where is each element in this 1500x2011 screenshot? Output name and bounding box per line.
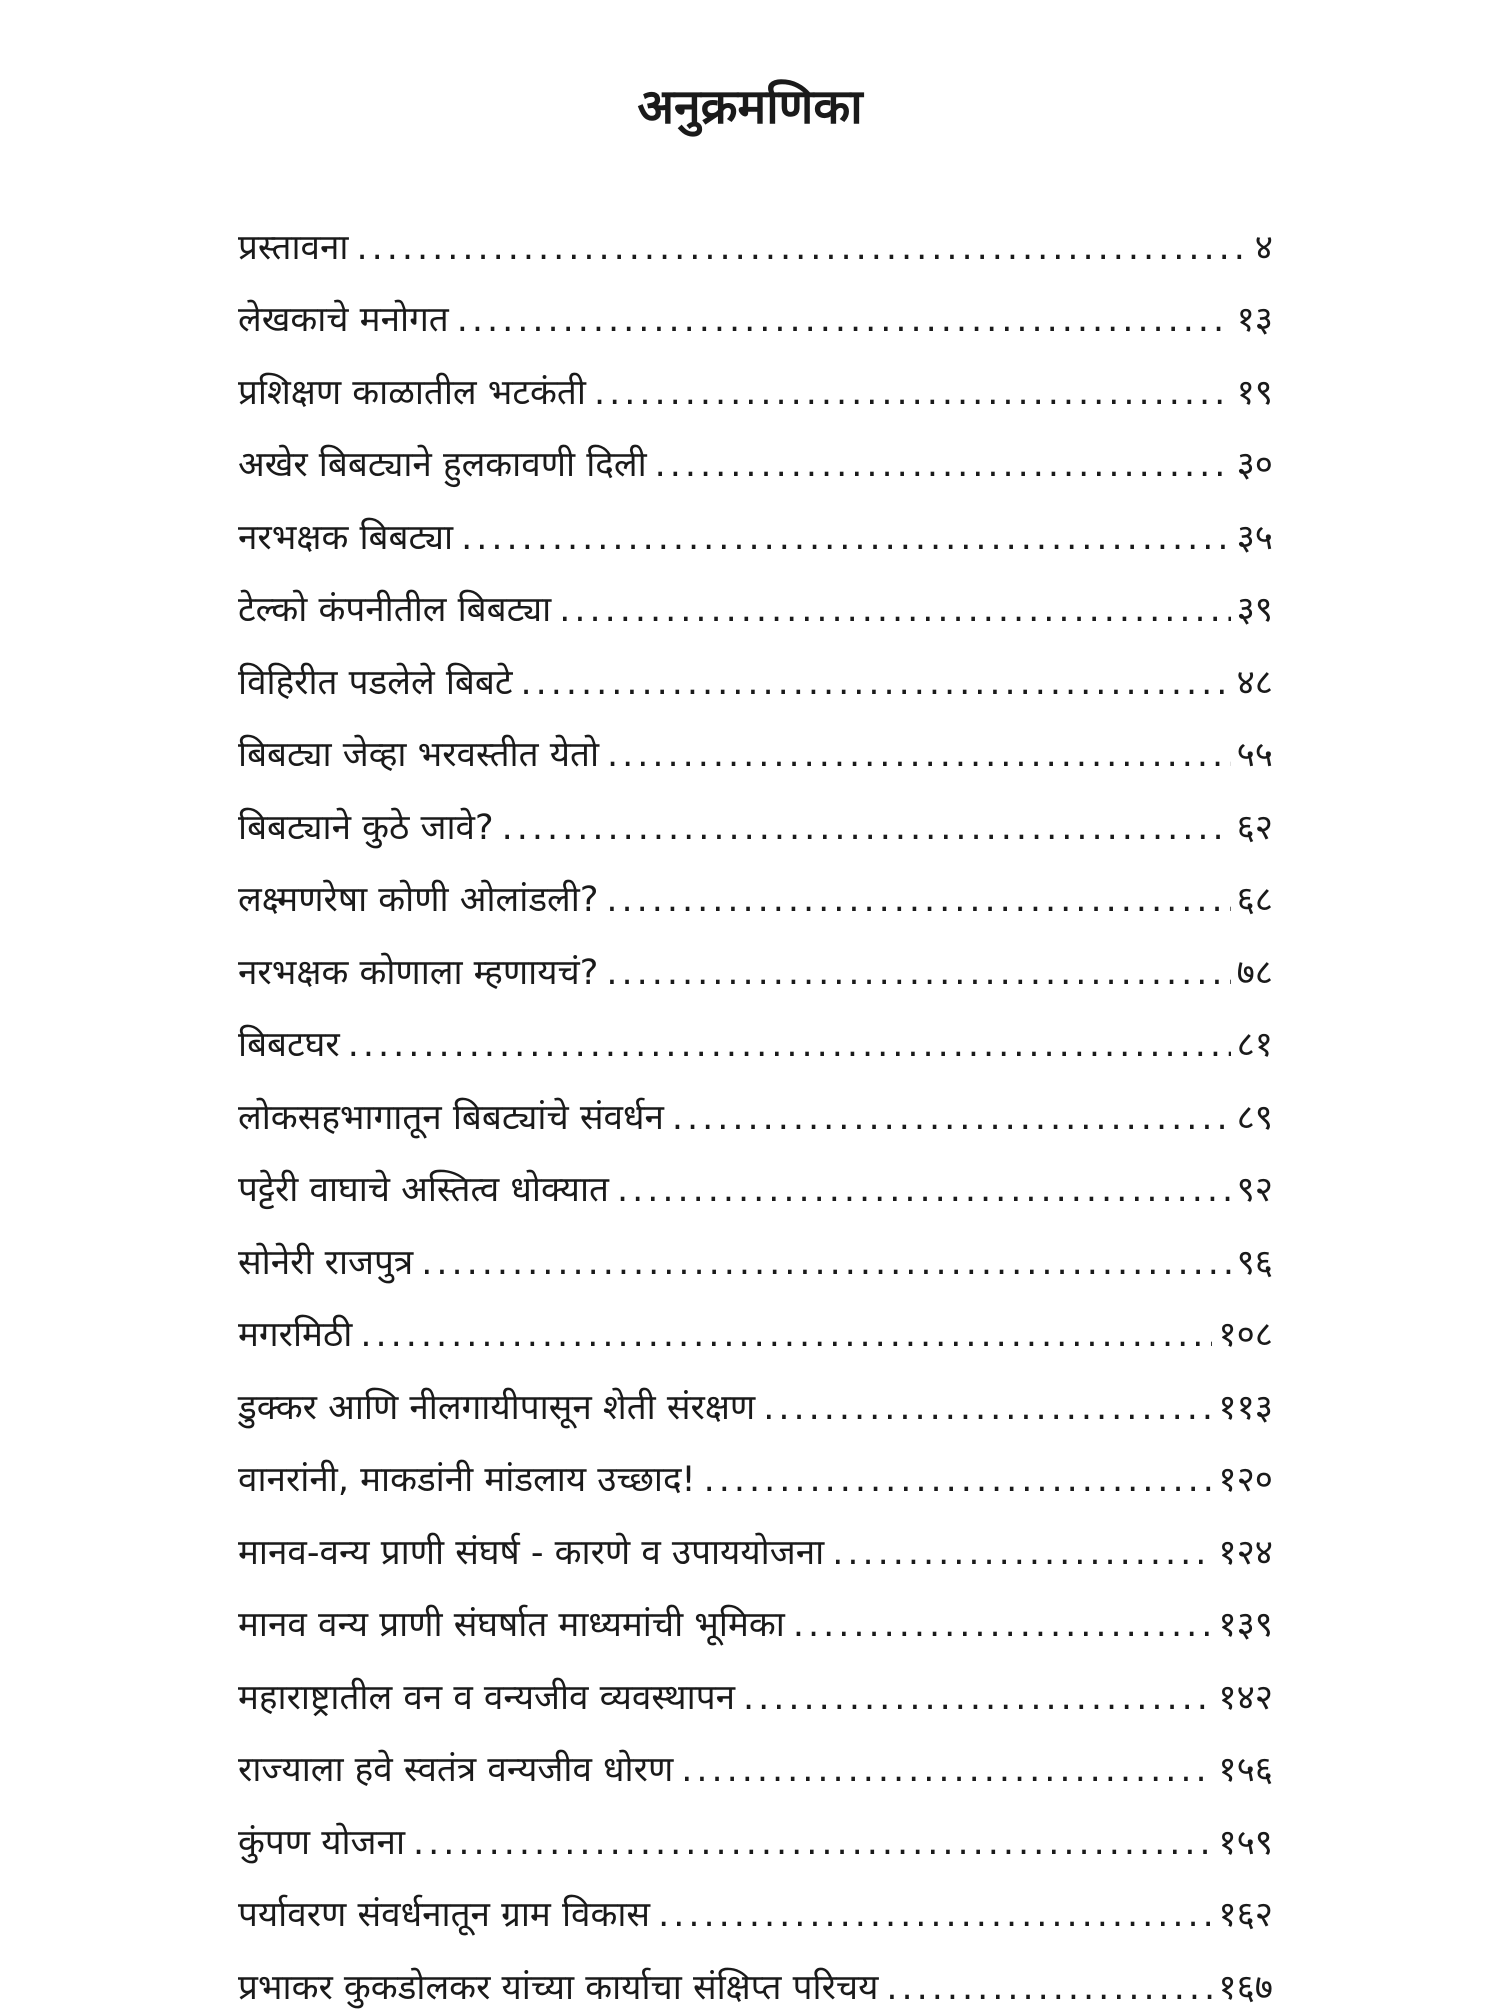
toc-entry-title: प्रस्तावना — [238, 227, 349, 268]
toc-entry — [238, 198, 1273, 271]
dot-leader — [421, 1240, 1230, 1286]
toc-entry-title: मानव वन्य प्राणी संघर्षात माध्यमांची भूमिका — [238, 1605, 785, 1645]
toc-entry — [238, 996, 1273, 1069]
toc-entry-title: नरभक्षक बिबट्या — [238, 517, 454, 558]
toc-entry — [238, 1503, 1273, 1576]
toc-entry-page-number: ९६ — [1236, 1242, 1273, 1283]
toc-entry-title: विहिरीत पडलेले बिबटे — [238, 662, 513, 703]
dot-leader — [521, 660, 1231, 706]
toc-entry-title: पर्यावरण संवर्धनातून ग्राम विकास — [238, 1895, 651, 1935]
toc-entry — [238, 1431, 1273, 1504]
toc-entry-title: बिबट्याने कुठे जावे? — [238, 807, 494, 848]
toc-entry-page-number: १९ — [1236, 372, 1273, 413]
toc-entry-title: लक्ष्मणरेषा कोणी ओलांडली? — [238, 880, 599, 920]
dot-leader — [763, 1385, 1212, 1431]
dot-leader — [681, 1747, 1212, 1793]
toc-entry — [238, 488, 1273, 561]
toc-entry-page-number: १५६ — [1218, 1750, 1273, 1790]
dot-leader — [886, 1965, 1212, 2011]
toc-entry-page-number: ४ — [1254, 227, 1273, 268]
toc-entry-page-number: १४२ — [1218, 1677, 1273, 1718]
toc-entry-title: प्रभाकर कुकडोलकर यांच्या कार्याचा संक्षिप्त परिचय — [238, 1967, 879, 2008]
toc-entry — [238, 416, 1273, 489]
toc-entry-page-number: ३० — [1236, 445, 1273, 485]
toc-entry-page-number: ८१ — [1236, 1025, 1273, 1065]
toc-entry-title: महाराष्ट्रातील वन व वन्यजीव व्यवस्थापन — [238, 1677, 736, 1718]
toc-entry — [238, 923, 1273, 996]
toc-entry — [238, 633, 1273, 706]
toc-entry-title: लोकसहभागातून बिबट्यांचे संवर्धन — [238, 1097, 664, 1138]
toc-entry — [238, 1576, 1273, 1649]
dot-leader — [360, 1312, 1212, 1358]
dot-leader — [655, 442, 1231, 488]
toc-entry-title: बिबटघर — [238, 1025, 340, 1065]
toc-entry-title: मानव-वन्य प्राणी संघर्ष - कारणे व उपाययोजना — [238, 1532, 825, 1573]
dot-leader — [348, 1022, 1231, 1068]
dot-leader — [502, 805, 1231, 851]
table-of-contents — [238, 198, 1273, 2011]
dot-leader — [704, 1457, 1213, 1503]
toc-entry — [238, 1793, 1273, 1866]
toc-entry-page-number: ५५ — [1236, 735, 1273, 775]
page-title: अनुक्रमणिका — [637, 79, 863, 135]
toc-entry-title: नरभक्षक कोणाला म्हणायचं? — [238, 952, 599, 993]
toc-entry-page-number: ३९ — [1236, 590, 1273, 630]
toc-entry — [238, 1213, 1273, 1286]
toc-entry-title: प्रशिक्षण काळातील भटकंती — [238, 372, 586, 413]
toc-entry-page-number: ६८ — [1236, 880, 1273, 920]
toc-entry-title: बिबट्या जेव्हा भरवस्तीत येतो — [238, 735, 600, 775]
dot-leader — [793, 1602, 1213, 1648]
toc-entry-title: डुक्कर आणि नीलगायीपासून शेती संरक्षण — [238, 1387, 756, 1428]
dot-leader — [457, 297, 1231, 343]
toc-entry-page-number: १६७ — [1218, 1967, 1273, 2008]
dot-leader — [606, 877, 1230, 923]
toc-entry-page-number: १६२ — [1218, 1895, 1273, 1935]
toc-entry-page-number: १३ — [1236, 300, 1273, 340]
toc-entry-page-number: ६२ — [1236, 807, 1273, 848]
dot-leader — [743, 1675, 1212, 1721]
toc-entry-page-number: ७८ — [1236, 952, 1273, 993]
toc-entry-page-number: १०८ — [1218, 1315, 1273, 1355]
dot-leader — [658, 1892, 1212, 1938]
dot-leader — [617, 1167, 1231, 1213]
toc-entry-title: अखेर बिबट्याने हुलकावणी दिली — [238, 445, 647, 485]
toc-entry-page-number: १५९ — [1218, 1822, 1273, 1863]
dot-leader — [413, 1820, 1212, 1866]
toc-entry-title: वानरांनी, माकडांनी मांडलाय उच्छाद! — [238, 1460, 696, 1500]
toc-entry — [238, 561, 1273, 634]
toc-entry-title: लेखकाचे मनोगत — [238, 300, 449, 340]
toc-entry — [238, 851, 1273, 924]
dot-leader — [357, 225, 1249, 271]
toc-entry — [238, 1866, 1273, 1939]
dot-leader — [672, 1095, 1231, 1141]
toc-entry-title: सोनेरी राजपुत्र — [238, 1242, 414, 1283]
toc-entry-page-number: ४८ — [1236, 662, 1273, 703]
toc-entry-page-number: ३५ — [1236, 517, 1273, 558]
toc-entry — [238, 1286, 1273, 1359]
toc-entry — [238, 778, 1273, 851]
toc-entry-page-number: ८९ — [1236, 1097, 1273, 1138]
toc-entry — [238, 706, 1273, 779]
dot-leader — [559, 587, 1230, 633]
toc-entry — [238, 1141, 1273, 1214]
toc-entry-title: टेल्को कंपनीतील बिबट्या — [238, 590, 552, 630]
toc-entry-title: पट्टेरी वाघाचे अस्तित्व धोक्यात — [238, 1170, 609, 1210]
dot-leader — [832, 1530, 1212, 1576]
dot-leader — [594, 370, 1231, 416]
toc-entry-page-number: ९२ — [1236, 1170, 1273, 1210]
toc-entry-page-number: ११३ — [1218, 1387, 1273, 1428]
toc-entry-page-number: १३९ — [1218, 1605, 1273, 1645]
toc-entry-title: मगरमिठी — [238, 1315, 353, 1355]
toc-entry-page-number: १२४ — [1218, 1532, 1273, 1573]
toc-entry — [238, 1648, 1273, 1721]
toc-entry — [238, 343, 1273, 416]
toc-entry-title: राज्याला हवे स्वतंत्र वन्यजीव धोरण — [238, 1750, 674, 1790]
toc-entry — [238, 1358, 1273, 1431]
toc-entry — [238, 1721, 1273, 1794]
toc-entry-page-number: १२० — [1218, 1460, 1273, 1500]
toc-entry — [238, 271, 1273, 344]
toc-entry-title: कुंपण योजना — [238, 1822, 406, 1863]
toc-entry — [238, 1068, 1273, 1141]
dot-leader — [607, 732, 1231, 778]
dot-leader — [606, 950, 1230, 996]
dot-leader — [461, 515, 1231, 561]
